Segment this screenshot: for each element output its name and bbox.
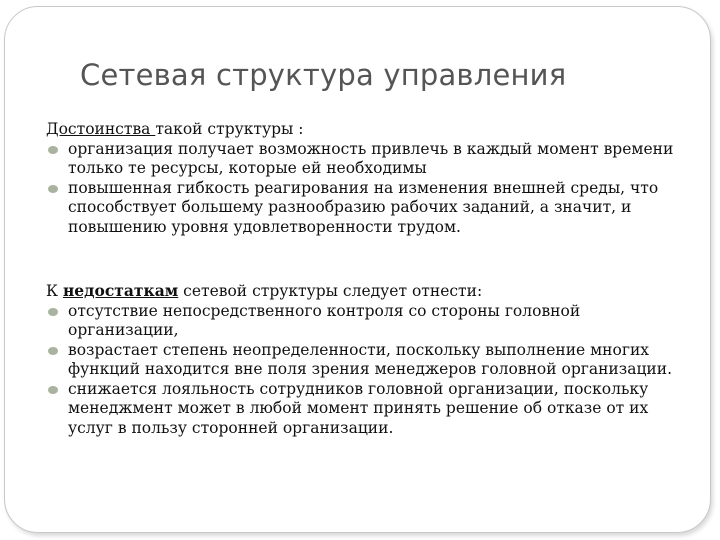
list-item (46, 140, 676, 179)
slide-body (46, 120, 676, 438)
disadvantages-heading (46, 281, 676, 302)
bullet-icon (48, 185, 58, 193)
slide-title: Сетевая структура управления (80, 58, 567, 92)
disadvantages-list (46, 302, 676, 439)
list-item-text: отсутствие непосредственного контроля со стороны головной организации, (68, 301, 581, 339)
bullet-icon (48, 386, 58, 394)
list-item (46, 179, 676, 238)
list-item-text: организация получает возможность привлечь в каждый момент времени только те ресурсы, которые ей необходимы (68, 139, 674, 177)
list-item (46, 302, 676, 341)
advantages-heading (46, 120, 676, 140)
advantages-heading-rest: такой структуры : (155, 120, 304, 138)
advantages-heading-underlined: Достоинства (46, 120, 156, 138)
list-item (46, 380, 676, 439)
bullet-icon (48, 308, 58, 316)
advantages-list (46, 140, 676, 238)
list-item-text: повышенная гибкость реагирования на изменения внешней среды, что способствует большему разнообразию рабочих заданий, а значит, и повышению уровня удовлетворенности трудом. (68, 178, 659, 236)
list-item-text: снижается лояльность сотрудников головной организации, поскольку менеджмент может в любой момент принять решение об отказе от их услуг в пользу сторонней организации. (68, 379, 649, 437)
disadvantages-heading-prefix: К (46, 282, 63, 300)
bullet-icon (48, 347, 58, 355)
list-item (46, 341, 676, 380)
list-item-text: возрастает степень неопределенности, поскольку выполнение многих функций находится вне поля зрения менеджеров головной организации. (68, 340, 673, 378)
disadvantages-heading-emphasis: недостаткам (62, 281, 179, 300)
bullet-icon (48, 146, 58, 154)
disadvantages-heading-rest: сетевой структуры следует отнести: (178, 282, 483, 300)
